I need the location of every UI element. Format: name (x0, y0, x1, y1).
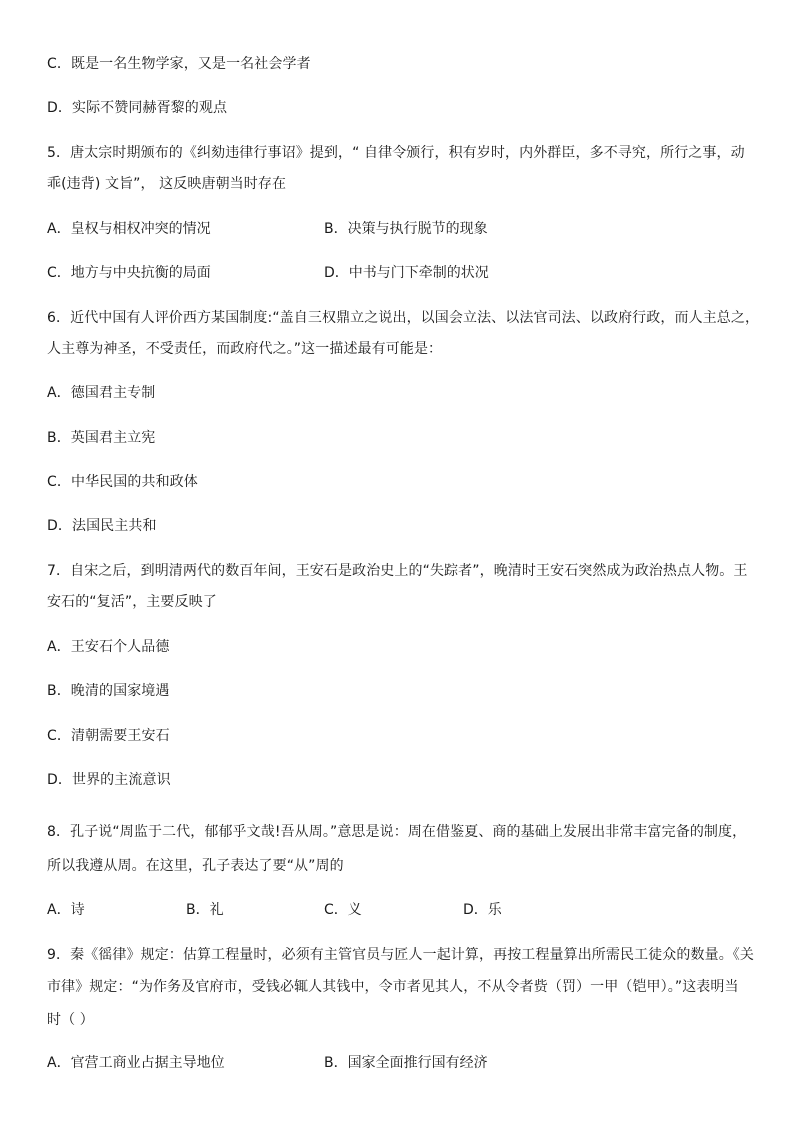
question-5-stem-line-1: 5．唐太宗时期颁布的《纠劾违律行事诏》提到，“ 自律令颁行，积有岁时，内外群臣，多不寻究，所行之事，动 (47, 145, 745, 161)
question-8-option-d: D．乐 (463, 902, 502, 918)
question-6-option-a: A．德国君主专制 (47, 385, 156, 401)
question-5-option-b: B．决策与执行脱节的现象 (324, 221, 488, 237)
question-6-stem-line-1: 6．近代中国有人评价西方某国制度:“盖自三权鼎立之说出，以国会立法、以法官司法、以政府行政，而人主总之， (47, 310, 760, 326)
question-7-option-a: A．王安石个人品德 (47, 639, 170, 655)
question-7-option-d: D．世界的主流意识 (47, 772, 171, 788)
question-9-stem-line-2: 市律》规定：“为作务及官府市，受钱必辄人其钱中，令市者见其人，不从令者赀（罚）一甲（铠甲）。”这表明当 (47, 979, 739, 995)
question-8-stem-line-1: 8．孔子说“周监于二代，郁郁乎文哉!吾从周。”意思是说：周在借鉴夏、商的基础上发展出非常丰富完备的制度， (47, 824, 747, 840)
question-6-option-c: C．中华民国的共和政体 (47, 474, 198, 490)
question-7-option-c: C．清朝需要王安石 (47, 728, 170, 744)
question-9-stem-line-3: 时（ ） (47, 1012, 94, 1028)
option-c-previous-question: C．既是一名生物学家，又是一名社会学者 (47, 56, 311, 72)
question-9-option-a: A．官营工商业占据主导地位 (47, 1055, 225, 1071)
question-8-option-b: B．礼 (186, 902, 224, 918)
question-9-stem-line-1: 9．秦《徭律》规定：估算工程量时，必须有主管官员与匠人一起计算，再按工程量算出所需民工徒众的数量。《关 (47, 947, 755, 963)
question-5-stem-line-2: 乖(违背) 文旨”， 这反映唐朝当时存在 (47, 176, 287, 192)
question-7-stem-line-2: 安石的“复活”，主要反映了 (47, 594, 217, 610)
question-5-option-a: A．皇权与相权冲突的情况 (47, 221, 211, 237)
question-5-option-d: D．中书与门下牵制的状况 (324, 265, 489, 281)
question-6-stem-line-2: 人主尊为神圣，不受责任，而政府代之。”这一描述最有可能是： (47, 341, 443, 357)
question-9-option-b: B．国家全面推行国有经济 (324, 1055, 488, 1071)
question-8-stem-line-2: 所以我遵从周。在这里，孔子表达了要“从”周的 (47, 858, 344, 874)
option-d-previous-question: D．实际不赞同赫胥黎的观点 (47, 100, 228, 116)
question-5-option-c: C．地方与中央抗衡的局面 (47, 265, 211, 281)
question-6-option-b: B．英国君主立宪 (47, 430, 156, 446)
question-7-option-b: B．晚清的国家境遇 (47, 683, 170, 699)
question-6-option-d: D．法国民主共和 (47, 518, 157, 534)
question-8-option-c: C．义 (324, 902, 362, 918)
question-7-stem-line-1: 7．自宋之后，到明清两代的数百年间，王安石是政治史上的“失踪者”，晚清时王安石突然成为政治热点人物。王 (47, 563, 748, 579)
question-8-option-a: A．诗 (47, 902, 85, 918)
